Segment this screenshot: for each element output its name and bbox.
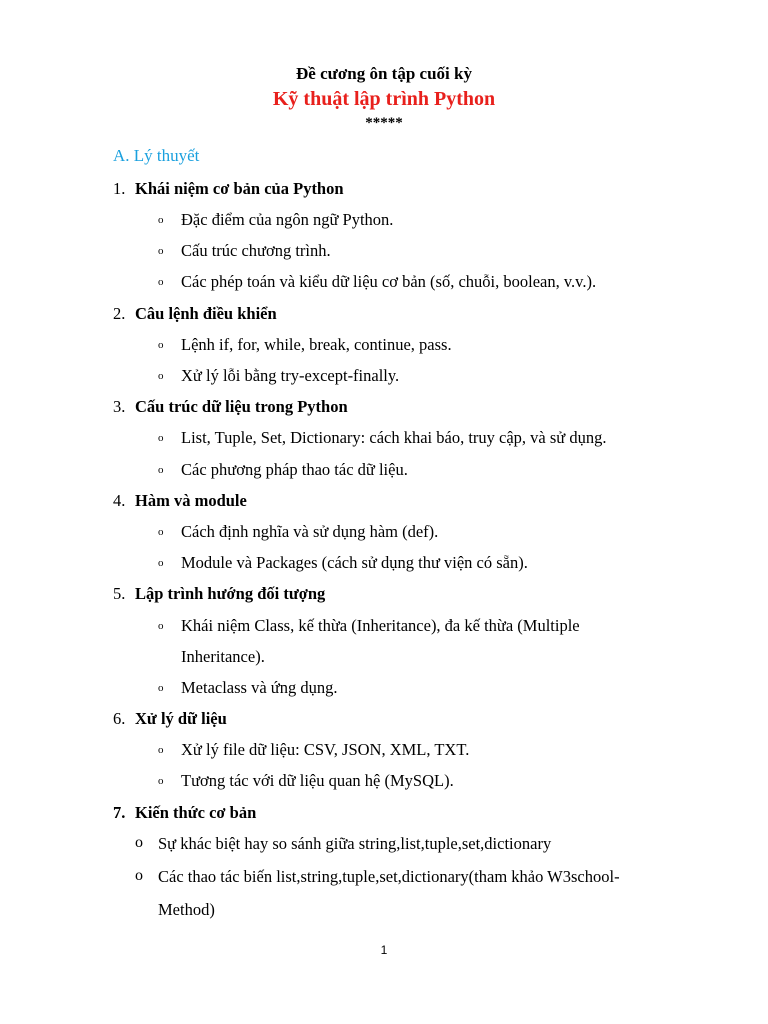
section-heading: A. Lý thuyết (113, 146, 200, 165)
topic-heading: Hàm và module (135, 491, 247, 510)
list-item: Đặc điểm của ngôn ngữ Python. (181, 210, 394, 229)
topic-heading: Kiến thức cơ bản (135, 803, 257, 822)
page-number: 1 (380, 943, 388, 957)
bullet-marker: o (158, 682, 164, 694)
list-item: Cách định nghĩa và sử dụng hàm (def). (181, 522, 439, 541)
list-item: Lệnh if, for, while, break, continue, pass. (181, 335, 452, 354)
topic-number: 6. (113, 709, 126, 728)
bullet-marker: o (158, 339, 164, 351)
topic-heading: Câu lệnh điều khiển (135, 304, 277, 323)
list-item: Tương tác với dữ liệu quan hệ (MySQL). (181, 771, 454, 790)
list-item: List, Tuple, Set, Dictionary: cách khai báo, truy cập, và sử dụng. (181, 428, 607, 447)
bullet-marker: o (158, 526, 164, 538)
list-item: Khái niệm Class, kế thừa (Inheritance), đa kế thừa (Multiple (181, 616, 580, 635)
topic-number: 1. (113, 179, 126, 198)
bullet-marker: o (158, 245, 164, 257)
list-item: Xử lý file dữ liệu: CSV, JSON, XML, TXT. (181, 740, 470, 759)
bullet-marker: o (158, 214, 164, 226)
topic-heading: Xử lý dữ liệu (135, 709, 227, 728)
list-item: Xử lý lỗi bằng try-except-finally. (181, 366, 400, 385)
bullet-marker: o (158, 370, 164, 382)
title-stars: ***** (365, 115, 403, 131)
list-item: Các phép toán và kiểu dữ liệu cơ bản (số, chuỗi, boolean, v.v.). (181, 272, 597, 291)
list-item: Cấu trúc chương trình. (181, 241, 331, 260)
topic-number: 4. (113, 491, 126, 510)
bullet-marker: o (158, 276, 164, 288)
topic-heading: Cấu trúc dữ liệu trong Python (135, 397, 348, 416)
list-item: Các phương pháp thao tác dữ liệu. (181, 460, 408, 479)
topic-heading: Lập trình hướng đối tượng (135, 584, 326, 603)
list-item: Module và Packages (cách sử dụng thư viện có sẵn). (181, 553, 528, 572)
bullet-marker: o (158, 775, 164, 787)
bullet-marker: o (158, 432, 164, 444)
bullet-marker: o (158, 557, 164, 569)
bullet-marker: o (158, 744, 164, 756)
bullet-marker: o (158, 620, 164, 632)
list-item: Metaclass và ứng dụng. (181, 678, 338, 697)
topic-number: 5. (113, 584, 126, 603)
bullet-marker: o (158, 464, 164, 476)
bullet-marker: o (135, 834, 143, 851)
document-title: Kỹ thuật lập trình Python (272, 88, 496, 110)
list-item-continuation: Method) (158, 900, 215, 919)
topic-heading: Khái niệm cơ bản của Python (135, 179, 344, 198)
bullet-marker: o (135, 867, 143, 884)
topic-number: 7. (113, 803, 126, 822)
list-item-continuation: Inheritance). (181, 647, 265, 666)
list-item: Sự khác biệt hay so sánh giữa string,list,tuple,set,dictionary (158, 834, 552, 853)
topic-number: 3. (113, 397, 126, 416)
topic-number: 2. (113, 304, 126, 323)
list-item: Các thao tác biến list,string,tuple,set,dictionary(tham khảo W3school- (158, 867, 620, 886)
document-subtitle: Đề cương ôn tập cuối kỳ (296, 64, 472, 83)
